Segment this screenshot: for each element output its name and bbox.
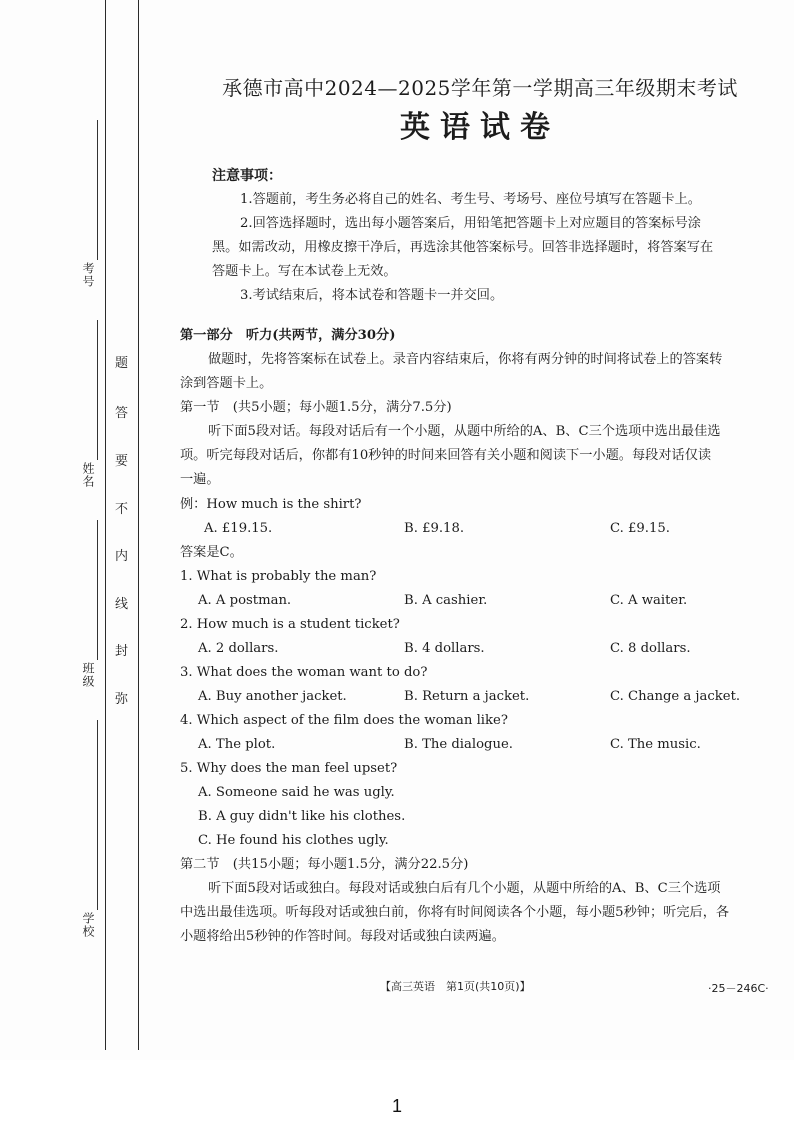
question-4: 4. Which aspect of the film does the woman like? (180, 713, 508, 728)
field-school (97, 720, 98, 910)
paper-code: ·25－246C· (708, 982, 769, 995)
label-school: 学校 (81, 912, 95, 938)
label-name: 姓名 (81, 462, 95, 488)
q1-option-b: B. A cashier. (404, 593, 488, 608)
notice-line: 3.考试结束后，将本试卷和答题卡一并交回。 (240, 288, 504, 303)
field-exam-number (97, 120, 98, 260)
q3-option-b: B. Return a jacket. (404, 689, 530, 704)
part1-heading: 第一部分 听力(共两节，满分30分) (180, 328, 396, 343)
part1-intro: 做题时，先将答案标在试卷上。录音内容结束后，你将有两分钟的时间将试卷上的答案转 (208, 352, 723, 367)
field-name (97, 320, 98, 460)
margin-right-rule (138, 0, 139, 1050)
q4-option-c: C. The music. (610, 737, 701, 752)
seal-char: 不 (115, 502, 129, 517)
question-1: 1. What is probably the man? (180, 569, 377, 584)
section2-intro: 小题将给出5秒钟的作答时间。每段对话或独白读两遍。 (180, 929, 505, 944)
section1-intro: 项。听完每段对话后，你都有10秒钟的时间来回答有关小题和阅读下一小题。每段对话仅读 (180, 448, 712, 463)
label-exam-number: 考号 (81, 262, 95, 288)
example-option-b: B. £9.18. (404, 521, 465, 536)
q2-option-b: B. 4 dollars. (404, 641, 485, 656)
section2-intro: 中选出最佳选项。听每段对话或独白前，你将有时间阅读各个小题，每小题5秒钟；听完后，各 (180, 905, 730, 920)
subject-title: 英语试卷 (400, 110, 560, 145)
example-option-a: A. £19.15. (204, 521, 273, 536)
q1-option-c: C. A waiter. (610, 593, 688, 608)
seal-char: 内 (115, 549, 129, 564)
notice-line: 2.回答选择题时，选出每小题答案后，用铅笔把答题卡上对应题目的答案标号涂 (240, 216, 701, 231)
q1-option-a: A. A postman. (198, 593, 292, 608)
example-option-c: C. £9.15. (610, 521, 670, 536)
seal-char: 题 (115, 356, 129, 371)
q3-option-a: A. Buy another jacket. (198, 689, 347, 704)
part1-intro: 涂到答题卡上。 (180, 376, 273, 391)
question-2: 2. How much is a student ticket? (180, 617, 400, 632)
seal-char: 要 (115, 454, 129, 469)
margin-left-rule (105, 0, 106, 1050)
section1-intro: 听下面5段对话。每段对话后有一个小题，从题中所给的A、B、C三个选项中选出最佳选 (208, 424, 721, 439)
q4-option-a: A. The plot. (198, 737, 276, 752)
notice-line: 1.答题前，考生务必将自己的姓名、考生号、考场号、座位号填写在答题卡上。 (240, 192, 701, 207)
q3-option-c: C. Change a jacket. (610, 689, 741, 704)
section1-heading: 第一节 (共5小题；每小题1.5分，满分7.5分) (180, 400, 452, 415)
page-number: 1 (391, 1096, 402, 1116)
q2-option-a: A. 2 dollars. (198, 641, 279, 656)
section1-intro: 一遍。 (180, 472, 220, 487)
section2-intro: 听下面5段对话或独白。每段对话或独白后有几个小题，从题中所给的A、B、C三个选项 (208, 881, 721, 896)
section2-heading: 第二节 (共15小题；每小题1.5分，满分22.5分) (180, 857, 469, 872)
example-question: 例：How much is the shirt? (180, 497, 362, 512)
q5-option-a: A. Someone said he was ugly. (198, 785, 395, 800)
q5-option-c: C. He found his clothes ugly. (198, 833, 389, 848)
field-class (97, 520, 98, 660)
seal-char: 线 (115, 597, 129, 612)
question-5: 5. Why does the man feel upset? (180, 761, 398, 776)
page-footer: 【高三英语 第1页(共10页)】 (380, 980, 531, 993)
q4-option-b: B. The dialogue. (404, 737, 513, 752)
seal-char: 封 (115, 644, 129, 659)
question-3: 3. What does the woman want to do? (180, 665, 428, 680)
example-answer: 答案是C。 (180, 545, 243, 560)
q2-option-c: C. 8 dollars. (610, 641, 691, 656)
notice-line: 黑。如需改动，用橡皮擦干净后，再选涂其他答案标号。回答非选择题时，将答案写在 (212, 240, 714, 255)
seal-char: 答 (115, 406, 129, 421)
exam-title: 承德市高中2024—2025学年第一学期高三年级期末考试 (222, 76, 738, 100)
notice-heading: 注意事项： (212, 168, 282, 184)
q5-option-b: B. A guy didn't like his clothes. (198, 809, 406, 824)
label-class: 班级 (81, 662, 95, 688)
notice-line: 答题卡上。写在本试卷上无效。 (212, 264, 397, 279)
seal-char: 弥 (115, 692, 129, 707)
